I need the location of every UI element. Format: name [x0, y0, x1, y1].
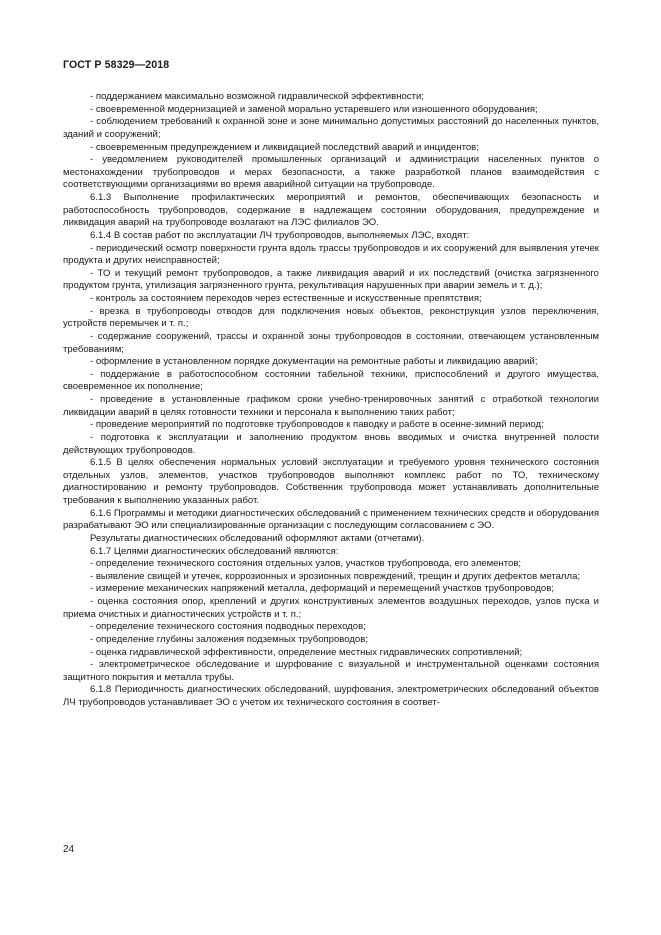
- page-number: 24: [63, 844, 75, 855]
- clause-6-1-8: 6.1.8 Периодичность диагностических обследований, шурфования, электрометрических обследований объектов ЛЧ трубопроводов устанавливает ЭО с учетом их технического состояния в соответ-: [63, 684, 599, 708]
- list-item: - определение глубины заложения подземных трубопроводов;: [90, 633, 368, 645]
- list-item: - соблюдением требований к охранной зоне и зоне минимально допустимых расстояний до населенных пунктов, зданий и сооружений;: [63, 116, 599, 140]
- list-item: - проведение в установленные графиком сроки учебно-тренировочных занятий с отработкой технологии ликвидации аварий в целях готовности техники и персонала к выполнению таких работ;: [63, 394, 599, 418]
- list-item: - проведение мероприятий по подготовке трубопроводов к паводку и работе в осенне-зимний период;: [90, 419, 544, 431]
- clause-6-1-6: 6.1.6 Программы и методики диагностических обследований с применением технических средств и оборудования разрабатывают ЭО или специализированные организации с последующим согласованием с ЭО.: [63, 507, 599, 532]
- list-item: - измерение механических напряжений металла, деформаций и перемещений участков трубопроводов;: [90, 583, 554, 595]
- list-item: - оценка гидравлической эффективности, определение местных гидравлических сопротивлений;: [90, 646, 523, 658]
- clause-6-1-3: 6.1.3 Выполнение профилактических мероприятий и ремонтов, обеспечивающих безопасность и работоспособность трубопроводов, содержание в надлежащем состоянии оборудования, предупреждение и ликвидация аварий на трубопроводе возлагают на ЛЭС филиалов ЭО.: [63, 192, 599, 229]
- list-item: - определение технического состояния подводных переходов;: [90, 621, 366, 633]
- document-body: [63, 91, 599, 710]
- list-item: - электрометрическое обследование и шурфование с визуальной и инструментальной оценками состояния защитного покрытия и металла трубы.: [63, 659, 599, 683]
- list-item: - периодический осмотр поверхности грунта вдоль трассы трубопроводов и их сооружений для выявления утечек продукта и других неисправностей;: [63, 242, 599, 267]
- clause-6-1-5: 6.1.5 В целях обеспечения нормальных условий эксплуатации и требуемого уровня технического состояния отдельных узлов, элементов, участков трубопроводов выполняют комплекс работ по ТО, техническому диагностированию и ремонту трубопроводов. Собственник трубопровода может устанавливать дополнительные требования к выполнению указанных работ.: [63, 457, 599, 506]
- list-item: - оценка состояния опор, креплений и других конструктивных элементов воздушных переходов, узлов пуска и приема очистных и диагностических устройств и т. п.;: [63, 596, 599, 620]
- list-item: - поддержание в работоспособном состоянии табельной техники, приспособлений и другого имущества, своевременное их пополнение;: [63, 368, 599, 393]
- list-item: - контроль за состоянием переходов через естественные и искусственные препятствия;: [90, 293, 482, 304]
- list-item: - оформление в установленном порядке документации на ремонтные работы и ликвидацию аварий;: [90, 356, 538, 368]
- list-item: - поддержанием максимально возможной гидравлической эффективности;: [90, 91, 424, 102]
- list-item: - своевременной модернизацией и заменой морально устаревшего или изношенного оборудования;: [90, 103, 538, 115]
- list-item: - определение технического состояния отдельных узлов, участков трубопровода, его элементов;: [90, 558, 522, 570]
- list-item: - выявление свищей и утечек, коррозионных и эрозионных повреждений, трещин и других дефектов металла;: [90, 570, 581, 582]
- list-item: - подготовка к эксплуатации и заполнению продуктом вновь вводимых и очистка внутренней полости действующих трубопроводов.: [63, 431, 599, 456]
- paragraph: Результаты диагностических обследований оформляют актами (отчетами).: [90, 532, 425, 544]
- list-item: - ТО и текущий ремонт трубопроводов, а также ликвидация аварий и их последствий (очистка загрязненного продуктом грунта, утилизация загрязненного грунта, рекультивация нарушенных при аварии земель и т. д.);: [63, 267, 599, 292]
- list-item: - врезка в трубопроводы отводов для подключения новых объектов, реконструкция узлов переключения, устройств перемычек и т. п.;: [63, 305, 599, 330]
- clause-6-1-7: 6.1.7 Целями диагностических обследований являются:: [90, 545, 339, 557]
- list-item: - уведомлением руководителей промышленных организаций и администрации населенных пунктов о местонахождении трубопроводов и мерах безопасности, а также разработкой планов взаимодействия с соответствующими организациями во время аварийной ситуации на трубопроводе.: [63, 154, 599, 191]
- list-item: - своевременным предупреждением и ликвидацией последствий аварий и инцидентов;: [90, 141, 479, 153]
- list-item: - содержание сооружений, трассы и охранной зоны трубопроводов в состоянии, отвечающем установленным требованиям;: [63, 330, 599, 355]
- document-header: ГОСТ Р 58329—2018: [63, 59, 170, 71]
- clause-6-1-4: 6.1.4 В состав работ по эксплуатации ЛЧ трубопроводов, выполняемых ЛЭС, входят:: [90, 229, 470, 241]
